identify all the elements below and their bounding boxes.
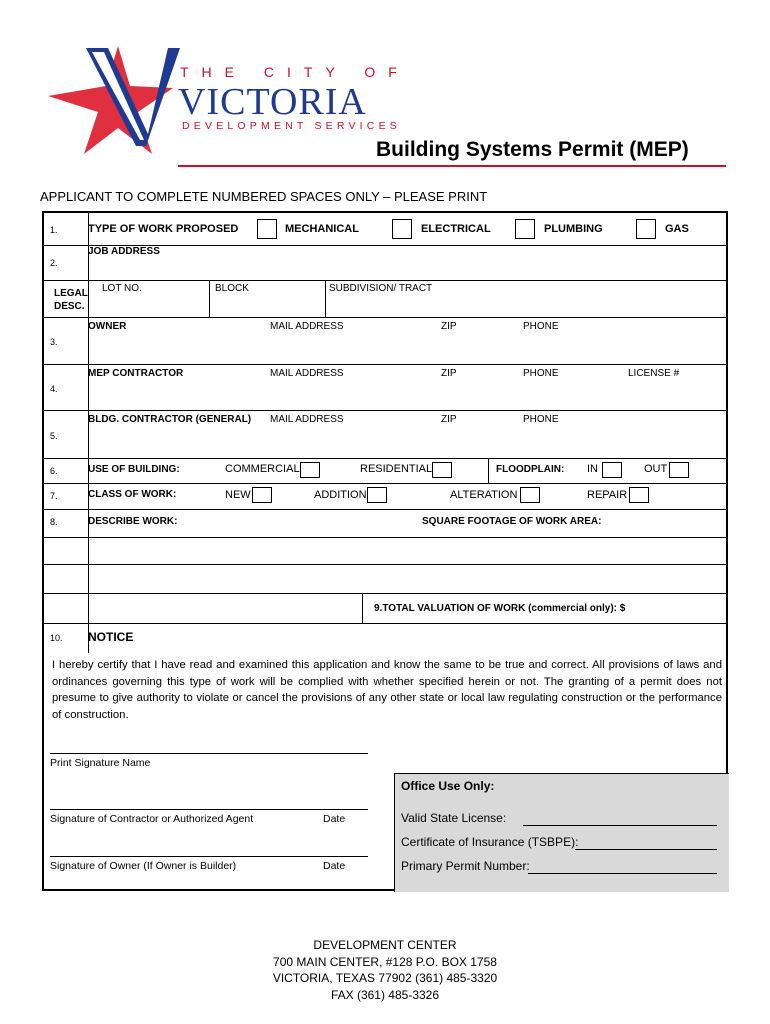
primary-permit-number-label: Primary Permit Number: bbox=[401, 859, 530, 873]
alteration-checkbox[interactable] bbox=[520, 487, 540, 503]
notice-text: I hereby certify that I have read and examined this application and know the same to be true and correct. All provisions of laws and ordinances governing this type of work will be complied with whether specified herein or not. The granting of a permit does not presume to give authority to violate or cancel the provisions of any other state or local law regulating construction or the performance of construction. bbox=[52, 659, 722, 721]
print-signature-name-label: Print Signature Name bbox=[50, 757, 151, 769]
owner-mail-label: MAIL ADDRESS bbox=[270, 321, 344, 332]
row-number-1: 1. bbox=[50, 225, 58, 235]
row-number-3: 3. bbox=[50, 337, 58, 347]
certificate-insurance-label: Certificate of Insurance (TSBPE): bbox=[401, 835, 579, 849]
logo-development-services: DEVELOPMENT SERVICES bbox=[182, 120, 401, 132]
type-of-work-label: TYPE OF WORK PROPOSED bbox=[88, 223, 239, 235]
valid-state-license-label: Valid State License: bbox=[401, 811, 507, 825]
bldg-zip-label: ZIP bbox=[441, 414, 457, 425]
row-number-10: 10. bbox=[50, 633, 63, 643]
instructions: APPLICANT TO COMPLETE NUMBERED SPACES ONLY – PLEASE PRINT bbox=[40, 189, 488, 204]
total-valuation-label: 9.TOTAL VALUATION OF WORK (commercial only): $ bbox=[374, 603, 626, 614]
contractor-date-label: Date bbox=[323, 813, 346, 825]
mechanical-checkbox[interactable] bbox=[257, 219, 277, 239]
desc-label: DESC. bbox=[54, 301, 85, 312]
logo-the-city-of: THE CITY OF bbox=[180, 64, 410, 80]
owner-phone-label: PHONE bbox=[523, 321, 559, 332]
lot-no-label: LOT NO. bbox=[102, 283, 142, 294]
row-number-4: 4. bbox=[50, 384, 58, 394]
contractor-signature-field[interactable] bbox=[50, 789, 368, 809]
footer-line-2: 700 MAIN CENTER, #128 P.O. BOX 1758 bbox=[273, 954, 497, 969]
header-rule bbox=[178, 165, 726, 167]
owner-label: OWNER bbox=[88, 321, 127, 332]
use-of-building-label: USE OF BUILDING: bbox=[88, 464, 180, 475]
owner-date-label: Date bbox=[323, 860, 346, 872]
floodplain-label: FLOODPLAIN: bbox=[496, 464, 565, 475]
electrical-checkbox[interactable] bbox=[392, 219, 412, 239]
owner-signature-label: Signature of Owner (If Owner is Builder) bbox=[50, 860, 237, 872]
owner-signature-field[interactable] bbox=[50, 836, 368, 856]
notice-heading: NOTICE bbox=[88, 630, 134, 644]
repair-label: REPAIR bbox=[587, 489, 628, 501]
logo-victoria: VICTORIA bbox=[178, 81, 367, 123]
row-number-7: 7. bbox=[50, 491, 58, 501]
mep-mail-label: MAIL ADDRESS bbox=[270, 368, 344, 379]
bldg-mail-label: MAIL ADDRESS bbox=[270, 414, 344, 425]
commercial-checkbox[interactable] bbox=[300, 462, 320, 478]
row-number-8: 8. bbox=[50, 517, 58, 527]
mechanical-label: MECHANICAL bbox=[285, 223, 359, 235]
gas-checkbox[interactable] bbox=[636, 219, 656, 239]
mep-contractor-label: MEP CONTRACTOR bbox=[88, 368, 184, 379]
row-number-6: 6. bbox=[50, 466, 58, 476]
bldg-phone-label: PHONE bbox=[523, 414, 559, 425]
footer-line-3: VICTORIA, TEXAS 77902 (361) 485-3320 bbox=[272, 971, 498, 985]
new-label: NEW bbox=[225, 489, 251, 501]
footer-line-4: FAX (361) 485-3326 bbox=[330, 987, 440, 1002]
mep-zip-label: ZIP bbox=[441, 368, 457, 379]
row-number-2: 2. bbox=[50, 258, 58, 268]
addition-label: ADDITION bbox=[314, 489, 367, 501]
new-checkbox[interactable] bbox=[252, 487, 272, 503]
city-logo-star bbox=[48, 46, 188, 164]
page-title: Building Systems Permit (MEP) bbox=[376, 138, 689, 161]
legal-label: LEGAL bbox=[54, 288, 88, 299]
describe-work-field[interactable] bbox=[45, 538, 727, 592]
describe-work-label: DESCRIBE WORK: bbox=[88, 516, 178, 527]
plumbing-checkbox[interactable] bbox=[515, 219, 535, 239]
electrical-label: ELECTRICAL bbox=[421, 223, 491, 235]
job-address-label: JOB ADDRESS bbox=[88, 246, 160, 257]
permit-form bbox=[42, 211, 728, 891]
floodplain-in-checkbox[interactable] bbox=[602, 462, 622, 478]
owner-zip-label: ZIP bbox=[441, 321, 457, 332]
repair-checkbox[interactable] bbox=[629, 487, 649, 503]
addition-checkbox[interactable] bbox=[367, 487, 387, 503]
block-label: BLOCK bbox=[215, 283, 249, 294]
job-address-field[interactable] bbox=[89, 259, 727, 279]
gas-label: GAS bbox=[665, 223, 689, 235]
square-footage-label: SQUARE FOOTAGE OF WORK AREA: bbox=[422, 516, 602, 527]
print-signature-name-field[interactable] bbox=[50, 733, 368, 753]
mep-phone-label: PHONE bbox=[523, 368, 559, 379]
plumbing-label: PLUMBING bbox=[544, 223, 603, 235]
floodplain-out-checkbox[interactable] bbox=[669, 462, 689, 478]
mep-license-label: LICENSE # bbox=[628, 368, 680, 379]
floodplain-out-label: OUT bbox=[644, 463, 668, 475]
residential-checkbox[interactable] bbox=[432, 462, 452, 478]
floodplain-in-label: IN bbox=[587, 463, 598, 475]
subdivision-label: SUBDIVISION/ TRACT bbox=[329, 283, 433, 294]
office-use-title: Office Use Only: bbox=[401, 779, 495, 793]
footer-address bbox=[0, 937, 770, 1003]
residential-label: RESIDENTIAL bbox=[360, 463, 433, 475]
footer-line-1: DEVELOPMENT CENTER bbox=[313, 938, 457, 952]
office-use-panel bbox=[394, 773, 729, 892]
alteration-label: ALTERATION bbox=[450, 489, 518, 501]
contractor-signature-label: Signature of Contractor or Authorized Agent bbox=[50, 813, 254, 825]
bldg-contractor-label: BLDG. CONTRACTOR (GENERAL) bbox=[88, 414, 252, 425]
commercial-label: COMMERCIAL bbox=[225, 463, 300, 475]
row-number-5: 5. bbox=[50, 431, 58, 441]
class-of-work-label: CLASS OF WORK: bbox=[88, 489, 177, 500]
